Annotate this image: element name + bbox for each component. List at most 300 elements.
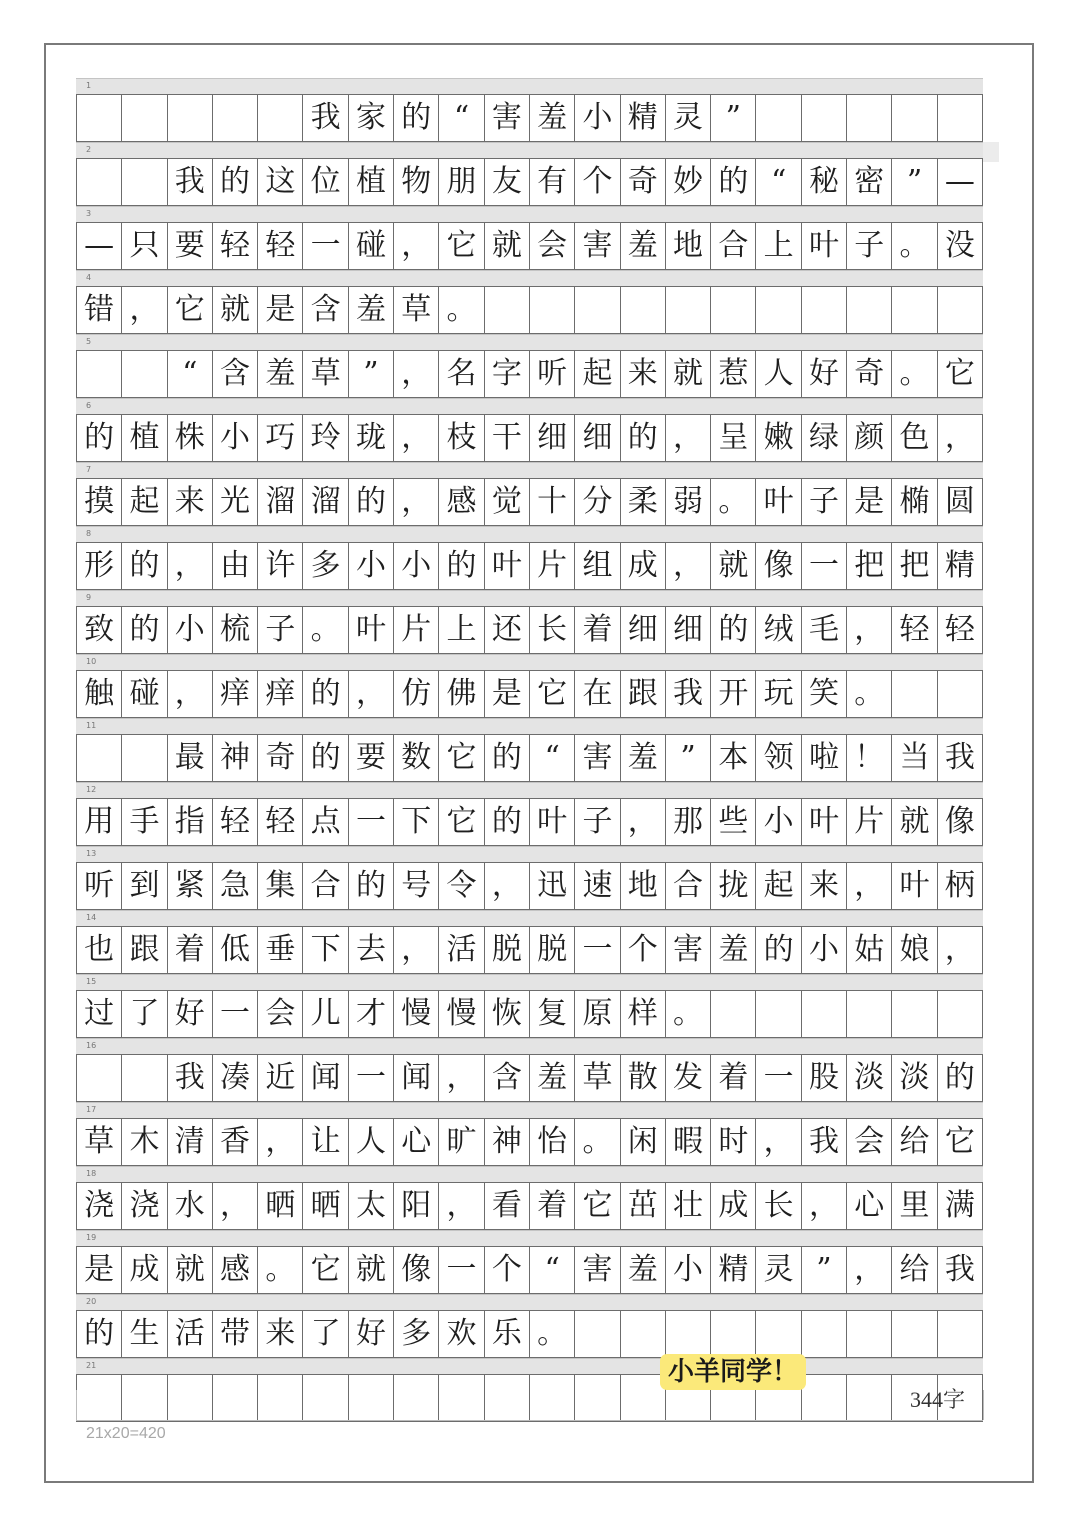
grid-cell: 活 [439,927,484,973]
grid-cell [847,95,892,141]
row-strip [76,590,983,606]
grid-cell: 精 [938,543,983,589]
grid-cell: ， [394,479,439,525]
grid-cell: “ [756,159,801,205]
grid-cell: 分 [575,479,620,525]
grid-cell: 好 [802,351,847,397]
grid-cell [77,735,122,781]
grid-cell: 个 [485,1247,530,1293]
grid-cell: 位 [303,159,348,205]
grid-cell: 细 [530,415,575,461]
grid-row [76,1102,983,1166]
grid-cell: 草 [575,1055,620,1101]
grid-cell: 笑 [802,671,847,717]
grid-cell: 跟 [122,927,167,973]
grid-cell: 神 [485,1119,530,1165]
grid-cell: 生 [122,1311,167,1357]
grid-row [76,398,983,462]
grid-cell: 会 [258,991,303,1037]
grid-cell [621,287,666,333]
row-number: 18 [86,1169,97,1178]
grid-cell: 要 [349,735,394,781]
grid-cell: 合 [711,223,756,269]
grid-cell: 脱 [530,927,575,973]
grid-cell: 觉 [485,479,530,525]
scan-artifact [983,142,999,162]
grid-cell: 枝 [439,415,484,461]
grid-cell: 感 [439,479,484,525]
grid-cell: 最 [168,735,213,781]
line-text [76,670,983,718]
line-text [76,990,983,1038]
grid-cell: 的 [485,799,530,845]
grid-cell: 旷 [439,1119,484,1165]
grid-cell [122,159,167,205]
grid-cell [122,1375,167,1421]
grid-cell: 羞 [258,351,303,397]
line-text [76,926,983,974]
line-text [76,478,983,526]
grid-cell: 嫩 [756,415,801,461]
grid-cell: 片 [847,799,892,845]
grid-cell: 我 [303,95,348,141]
grid-cell: 。 [530,1311,575,1357]
grid-cell: 的 [77,1311,122,1357]
grid-cell: 股 [802,1055,847,1101]
grid-cell: 迅 [530,863,575,909]
row-number: 20 [86,1297,97,1306]
grid-cell: ， [938,927,983,973]
grid-cell: 这 [258,159,303,205]
grid-cell: 含 [303,287,348,333]
grid-cell: 佛 [439,671,484,717]
row-number: 12 [86,785,97,794]
line-text [76,94,983,142]
grid-cell: 灵 [756,1247,801,1293]
grid-cell: 晒 [303,1183,348,1229]
grid-cell: 了 [303,1311,348,1357]
grid-row [76,142,983,206]
grid-cell [394,1375,439,1421]
row-strip [76,654,983,670]
grid-cell: 的 [303,735,348,781]
line-text [76,414,983,462]
grid-cell: 到 [122,863,167,909]
grid-cell: 领 [756,735,801,781]
grid-cell [756,1311,801,1357]
grid-cell: “ [530,1247,575,1293]
grid-cell: 原 [575,991,620,1037]
grid-cell: 香 [213,1119,258,1165]
grid-cell [892,671,937,717]
grid-cell: 致 [77,607,122,653]
grid-cell [938,1311,983,1357]
grid-cell: 轻 [892,607,937,653]
grid-cell: 害 [575,1247,620,1293]
grid-cell: 我 [802,1119,847,1165]
grid-cell [122,351,167,397]
row-strip [76,462,983,478]
row-strip [76,526,983,542]
grid-row [76,462,983,526]
grid-cell: 痒 [258,671,303,717]
grid-cell: 恢 [485,991,530,1037]
grid-cell: ， [394,223,439,269]
grid-cell: 家 [349,95,394,141]
row-number: 14 [86,913,97,922]
grid-cell: 我 [938,1247,983,1293]
grid-cell: 多 [394,1311,439,1357]
row-number: 8 [86,529,92,538]
grid-cell: 错 [77,287,122,333]
row-number: 10 [86,657,97,666]
grid-cell: 里 [892,1183,937,1229]
row-strip [76,78,983,94]
grid-cell: 阳 [394,1183,439,1229]
grid-cell: ， [168,543,213,589]
grid-row [76,1038,983,1102]
grid-cell: 个 [575,159,620,205]
grid-cell: ， [394,415,439,461]
grid-cell: 多 [303,543,348,589]
line-text [76,286,983,334]
grid-cell: 听 [530,351,575,397]
grid-cell [213,95,258,141]
grid-cell: 玲 [303,415,348,461]
grid-cell: 起 [575,351,620,397]
grid-cell: 着 [575,607,620,653]
grid-cell [666,287,711,333]
grid-cell: 是 [258,287,303,333]
grid-cell: 轻 [258,223,303,269]
grid-cell: 一 [756,1055,801,1101]
grid-cell [530,287,575,333]
grid-cell [621,1311,666,1357]
grid-cell: 轻 [258,799,303,845]
grid-cell: 朋 [439,159,484,205]
grid-cell: 成 [621,543,666,589]
grid-cell: 叶 [530,799,575,845]
grid-cell: 一 [439,1247,484,1293]
grid-cell: 友 [485,159,530,205]
grid-cell: 乐 [485,1311,530,1357]
grid-cell: 圆 [938,479,983,525]
grid-cell: 是 [77,1247,122,1293]
grid-cell: 数 [394,735,439,781]
grid-cell: 害 [575,735,620,781]
grid-cell: 毛 [802,607,847,653]
grid-cell: ， [802,1183,847,1229]
grid-cell: 密 [847,159,892,205]
grid-cell: 珑 [349,415,394,461]
grid-cell [530,1375,575,1421]
grid-cell: ， [938,415,983,461]
grid-cell [666,1311,711,1357]
grid-cell: 急 [213,863,258,909]
grid-cell: 。 [666,991,711,1037]
grid-cell: — [77,223,122,269]
grid-cell: 害 [575,223,620,269]
grid-cell [77,351,122,397]
grid-cell [938,287,983,333]
grid-cell: 儿 [303,991,348,1037]
grid-cell: 羞 [621,1247,666,1293]
line-text [76,158,983,206]
grid-cell: 是 [847,479,892,525]
grid-cell: 痒 [213,671,258,717]
row-number: 6 [86,401,92,410]
row-strip [76,718,983,734]
grid-cell: 像 [394,1247,439,1293]
grid-cell: 的 [122,607,167,653]
row-strip [76,334,983,350]
grid-cell: 就 [485,223,530,269]
grid-cell: 像 [938,799,983,845]
grid-cell [802,287,847,333]
grid-cell: 就 [349,1247,394,1293]
grid-cell: 合 [666,863,711,909]
grid-cell: 子 [575,799,620,845]
grid-cell: 淡 [847,1055,892,1101]
grid-cell [847,1375,892,1421]
grid-cell: 感 [213,1247,258,1293]
grid-cell: 当 [892,735,937,781]
grid-cell: 奇 [847,351,892,397]
line-text [76,862,983,910]
grid-cell: 我 [666,671,711,717]
grid-cell: 壮 [666,1183,711,1229]
grid-cell: 秘 [802,159,847,205]
grid-cell: 慢 [439,991,484,1037]
grid-cell: 叶 [802,799,847,845]
grid-cell: 茁 [621,1183,666,1229]
grid-cell [847,991,892,1037]
grid-cell: ， [847,863,892,909]
row-strip [76,206,983,222]
grid-cell: 要 [168,223,213,269]
grid-cell: 就 [213,287,258,333]
grid-cell: 长 [530,607,575,653]
grid-cell: 。 [575,1119,620,1165]
grid-cell: 它 [439,735,484,781]
grid-cell: 轻 [938,607,983,653]
grid-cell: 我 [938,735,983,781]
grid-cell: 巧 [258,415,303,461]
grid-cell: ， [258,1119,303,1165]
grid-cell: 叶 [756,479,801,525]
grid-cell: 集 [258,863,303,909]
grid-cell: 人 [756,351,801,397]
grid-cell: 在 [575,671,620,717]
grid-cell: 手 [122,799,167,845]
grid-cell: 活 [168,1311,213,1357]
grid-cell: “ [439,95,484,141]
grid-cell: ” [666,735,711,781]
grid-cell: 带 [213,1311,258,1357]
grid-cell: 闻 [394,1055,439,1101]
row-strip [76,910,983,926]
grid-cell: 下 [394,799,439,845]
grid-cell: 羞 [530,95,575,141]
grid-cell: ， [122,287,167,333]
grid-cell: 一 [349,799,394,845]
grid-cell: 轻 [213,799,258,845]
row-strip [76,1038,983,1054]
grid-cell: 名 [439,351,484,397]
line-text [76,350,983,398]
grid-cell: 来 [621,351,666,397]
grid-cell: 羞 [621,735,666,781]
grid-cell: 就 [892,799,937,845]
grid-row [76,718,983,782]
grid-cell: ” [711,95,756,141]
grid-cell: 指 [168,799,213,845]
grid-cell: 。 [892,223,937,269]
grid-cell: 把 [847,543,892,589]
grid-cell [802,1375,847,1421]
row-number: 2 [86,145,92,154]
grid-cell: 起 [756,863,801,909]
grid-cell: 垂 [258,927,303,973]
grid-cell: ， [439,1183,484,1229]
grid-cell: 来 [802,863,847,909]
row-number: 5 [86,337,92,346]
grid-row [76,334,983,398]
grid-cell: 溜 [258,479,303,525]
grid-cell [892,991,937,1037]
grid-cell: 小 [666,1247,711,1293]
grid-row [76,1358,983,1422]
grid-cell [756,95,801,141]
grid-cell [122,735,167,781]
grid-cell [938,95,983,141]
grid-cell: 它 [530,671,575,717]
grid-cell: 的 [77,415,122,461]
grid-cell: 它 [168,287,213,333]
grid-cell [258,95,303,141]
grid-cell [303,1375,348,1421]
grid-cell: 上 [756,223,801,269]
grid-cell: 子 [258,607,303,653]
grid-cell: 叶 [802,223,847,269]
grid-cell [938,991,983,1037]
grid-cell: 开 [711,671,756,717]
grid-cell [575,1375,620,1421]
grid-cell [122,95,167,141]
grid-cell: 它 [938,1119,983,1165]
grid-row [76,782,983,846]
row-number: 7 [86,465,92,474]
grid-cell: 只 [122,223,167,269]
grid-cell: “ [168,351,213,397]
grid-cell: ！ [847,735,892,781]
grid-cell [892,95,937,141]
row-number: 9 [86,593,92,602]
grid-cell: 细 [621,607,666,653]
grid-row [76,206,983,270]
sheet-left-edge [76,1390,77,1420]
grid-cell [439,1375,484,1421]
grid-cell: 物 [394,159,439,205]
grid-cell: 精 [621,95,666,141]
grid-cell: 草 [303,351,348,397]
grid-cell: 片 [394,607,439,653]
grid-cell: 细 [666,607,711,653]
grid-cell: 小 [168,607,213,653]
grid-cell: 绒 [756,607,801,653]
grid-cell: 点 [303,799,348,845]
grid-cell: 还 [485,607,530,653]
grid-cell: 的 [439,543,484,589]
grid-cell: 片 [530,543,575,589]
grid-cell: 羞 [530,1055,575,1101]
grid-cell: 惹 [711,351,756,397]
grid-cell: 由 [213,543,258,589]
grid-cell: ， [847,607,892,653]
grid-cell: ， [666,543,711,589]
row-strip [76,270,983,286]
grid-cell: 干 [485,415,530,461]
grid-cell: 上 [439,607,484,653]
grid-cell: 株 [168,415,213,461]
grid-cell: 好 [349,1311,394,1357]
grid-cell: 。 [258,1247,303,1293]
grid-cell: 玩 [756,671,801,717]
grid-cell: 呈 [711,415,756,461]
row-strip [76,974,983,990]
grid-cell: 含 [213,351,258,397]
grid-cell: 就 [168,1247,213,1293]
row-number: 11 [86,721,97,730]
grid-cell [213,1375,258,1421]
grid-cell: 那 [666,799,711,845]
grid-cell: 给 [892,1247,937,1293]
row-number: 13 [86,849,97,858]
grid-cell: 羞 [711,927,756,973]
line-text [76,798,983,846]
grid-cell: 来 [168,479,213,525]
row-number: 15 [86,977,97,986]
grid-cell: ” [802,1247,847,1293]
row-number: 21 [86,1361,97,1370]
grid-cell: 会 [847,1119,892,1165]
grid-cell: 含 [485,1055,530,1101]
grid-cell: 仿 [394,671,439,717]
grid-cell: 闲 [621,1119,666,1165]
grid-cell: 碰 [122,671,167,717]
grid-cell: 的 [485,735,530,781]
row-strip [76,846,983,862]
grid-cell [802,1311,847,1357]
grid-cell: 低 [213,927,258,973]
grid-cell: 一 [303,223,348,269]
grid-cell: 叶 [892,863,937,909]
grid-cell: 神 [213,735,258,781]
grid-cell [847,1311,892,1357]
grid-cell: 就 [666,351,711,397]
grid-cell: 妙 [666,159,711,205]
grid-cell: 满 [938,1183,983,1229]
grid-cell: 时 [711,1119,756,1165]
grid-cell: 它 [439,223,484,269]
grid-cell: 地 [621,863,666,909]
grid-cell [575,287,620,333]
line-text [76,1374,983,1422]
grid-cell: 十 [530,479,575,525]
grid-cell: 的 [213,159,258,205]
grid-cell: 一 [575,927,620,973]
grid-cell: 摸 [77,479,122,525]
